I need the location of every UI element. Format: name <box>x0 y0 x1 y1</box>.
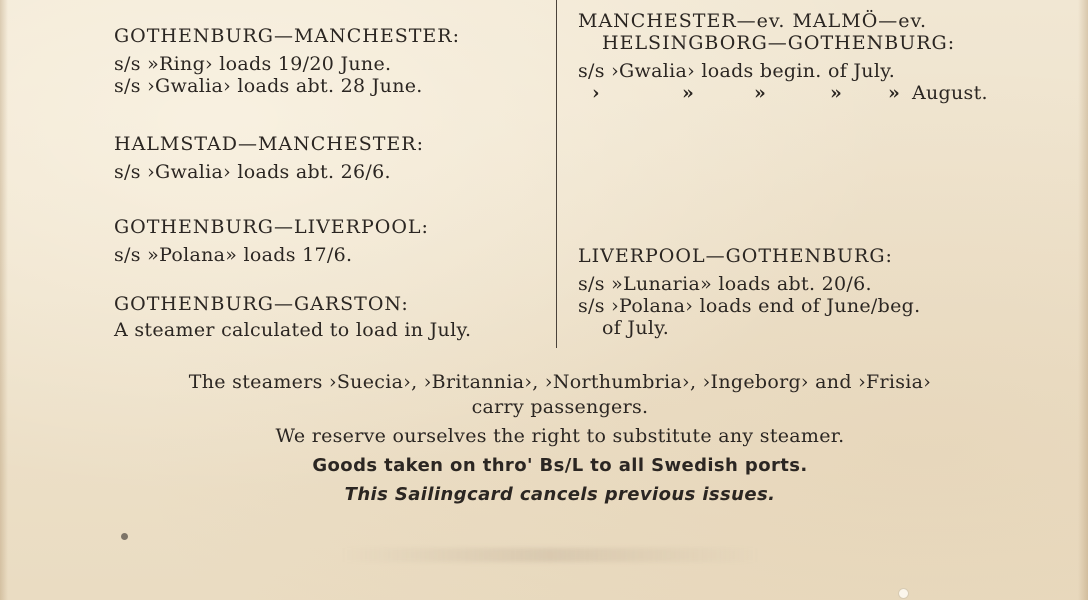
ditto-mark: » <box>888 82 901 104</box>
route-heading: HALMSTAD—MANCHESTER: <box>114 133 425 155</box>
route-manchester-gothenburg <box>578 10 1018 104</box>
ditto-mark: › <box>592 82 600 104</box>
sailing-line: s/s »Lunaria» loads abt. 20/6. <box>578 273 872 295</box>
sailing-line: s/s ›Gwalia› loads abt. 26/6. <box>114 161 391 183</box>
ditto-mark: » <box>682 82 695 104</box>
goods-note: Goods taken on thro' Bs/L to all Swedish ports. <box>312 455 808 476</box>
card-right-edge <box>1078 0 1088 600</box>
ditto-mark: » <box>754 82 767 104</box>
route-liverpool-gothenburg <box>578 245 920 339</box>
paper-spot <box>898 588 909 599</box>
passengers-note-continued: carry passengers. <box>471 396 649 418</box>
card-left-edge <box>0 0 8 600</box>
faded-print-mark <box>340 548 760 562</box>
route-heading: GOTHENBURG—MANCHESTER: <box>114 25 460 47</box>
column-divider <box>556 0 557 348</box>
sailing-line: s/s »Ring› loads 19/20 June. <box>114 53 392 75</box>
route-gothenburg-manchester <box>114 25 460 97</box>
reserve-note: We reserve ourselves the right to substitute any steamer. <box>275 425 845 447</box>
route-gothenburg-garston <box>114 293 471 341</box>
ditto-mark: » <box>830 82 843 104</box>
sailing-line: s/s ›Gwalia› loads abt. 28 June. <box>114 75 423 97</box>
sailing-line: A steamer calculated to load in July. <box>114 319 472 341</box>
sailing-line: s/s ›Polana› loads end of June/beg. <box>578 295 921 317</box>
route-halmstad-manchester <box>114 133 424 183</box>
route-heading: GOTHENBURG—GARSTON: <box>114 293 409 315</box>
ditto-row <box>578 82 1018 104</box>
route-heading: HELSINGBORG—GOTHENBURG: <box>602 32 956 54</box>
route-heading: MANCHESTER—ev. MALMÖ—ev. <box>578 10 928 32</box>
footer-notes <box>110 370 1010 507</box>
sailing-line: of July. <box>602 317 670 339</box>
sailing-line: s/s ›Gwalia› loads begin. of July. <box>578 60 896 82</box>
passengers-note: The steamers ›Suecia›, ›Britannia›, ›Northumbria›, ›Ingeborg› and ›Frisia› <box>188 371 932 393</box>
route-heading: LIVERPOOL—GOTHENBURG: <box>578 245 893 267</box>
route-heading: GOTHENBURG—LIVERPOOL: <box>114 216 429 238</box>
ink-speck <box>121 533 128 540</box>
sailing-line: s/s »Polana» loads 17/6. <box>114 244 353 266</box>
ditto-text: August. <box>912 82 988 104</box>
cancel-note: This Sailingcard cancels previous issues. <box>344 484 776 505</box>
route-gothenburg-liverpool <box>114 216 429 266</box>
